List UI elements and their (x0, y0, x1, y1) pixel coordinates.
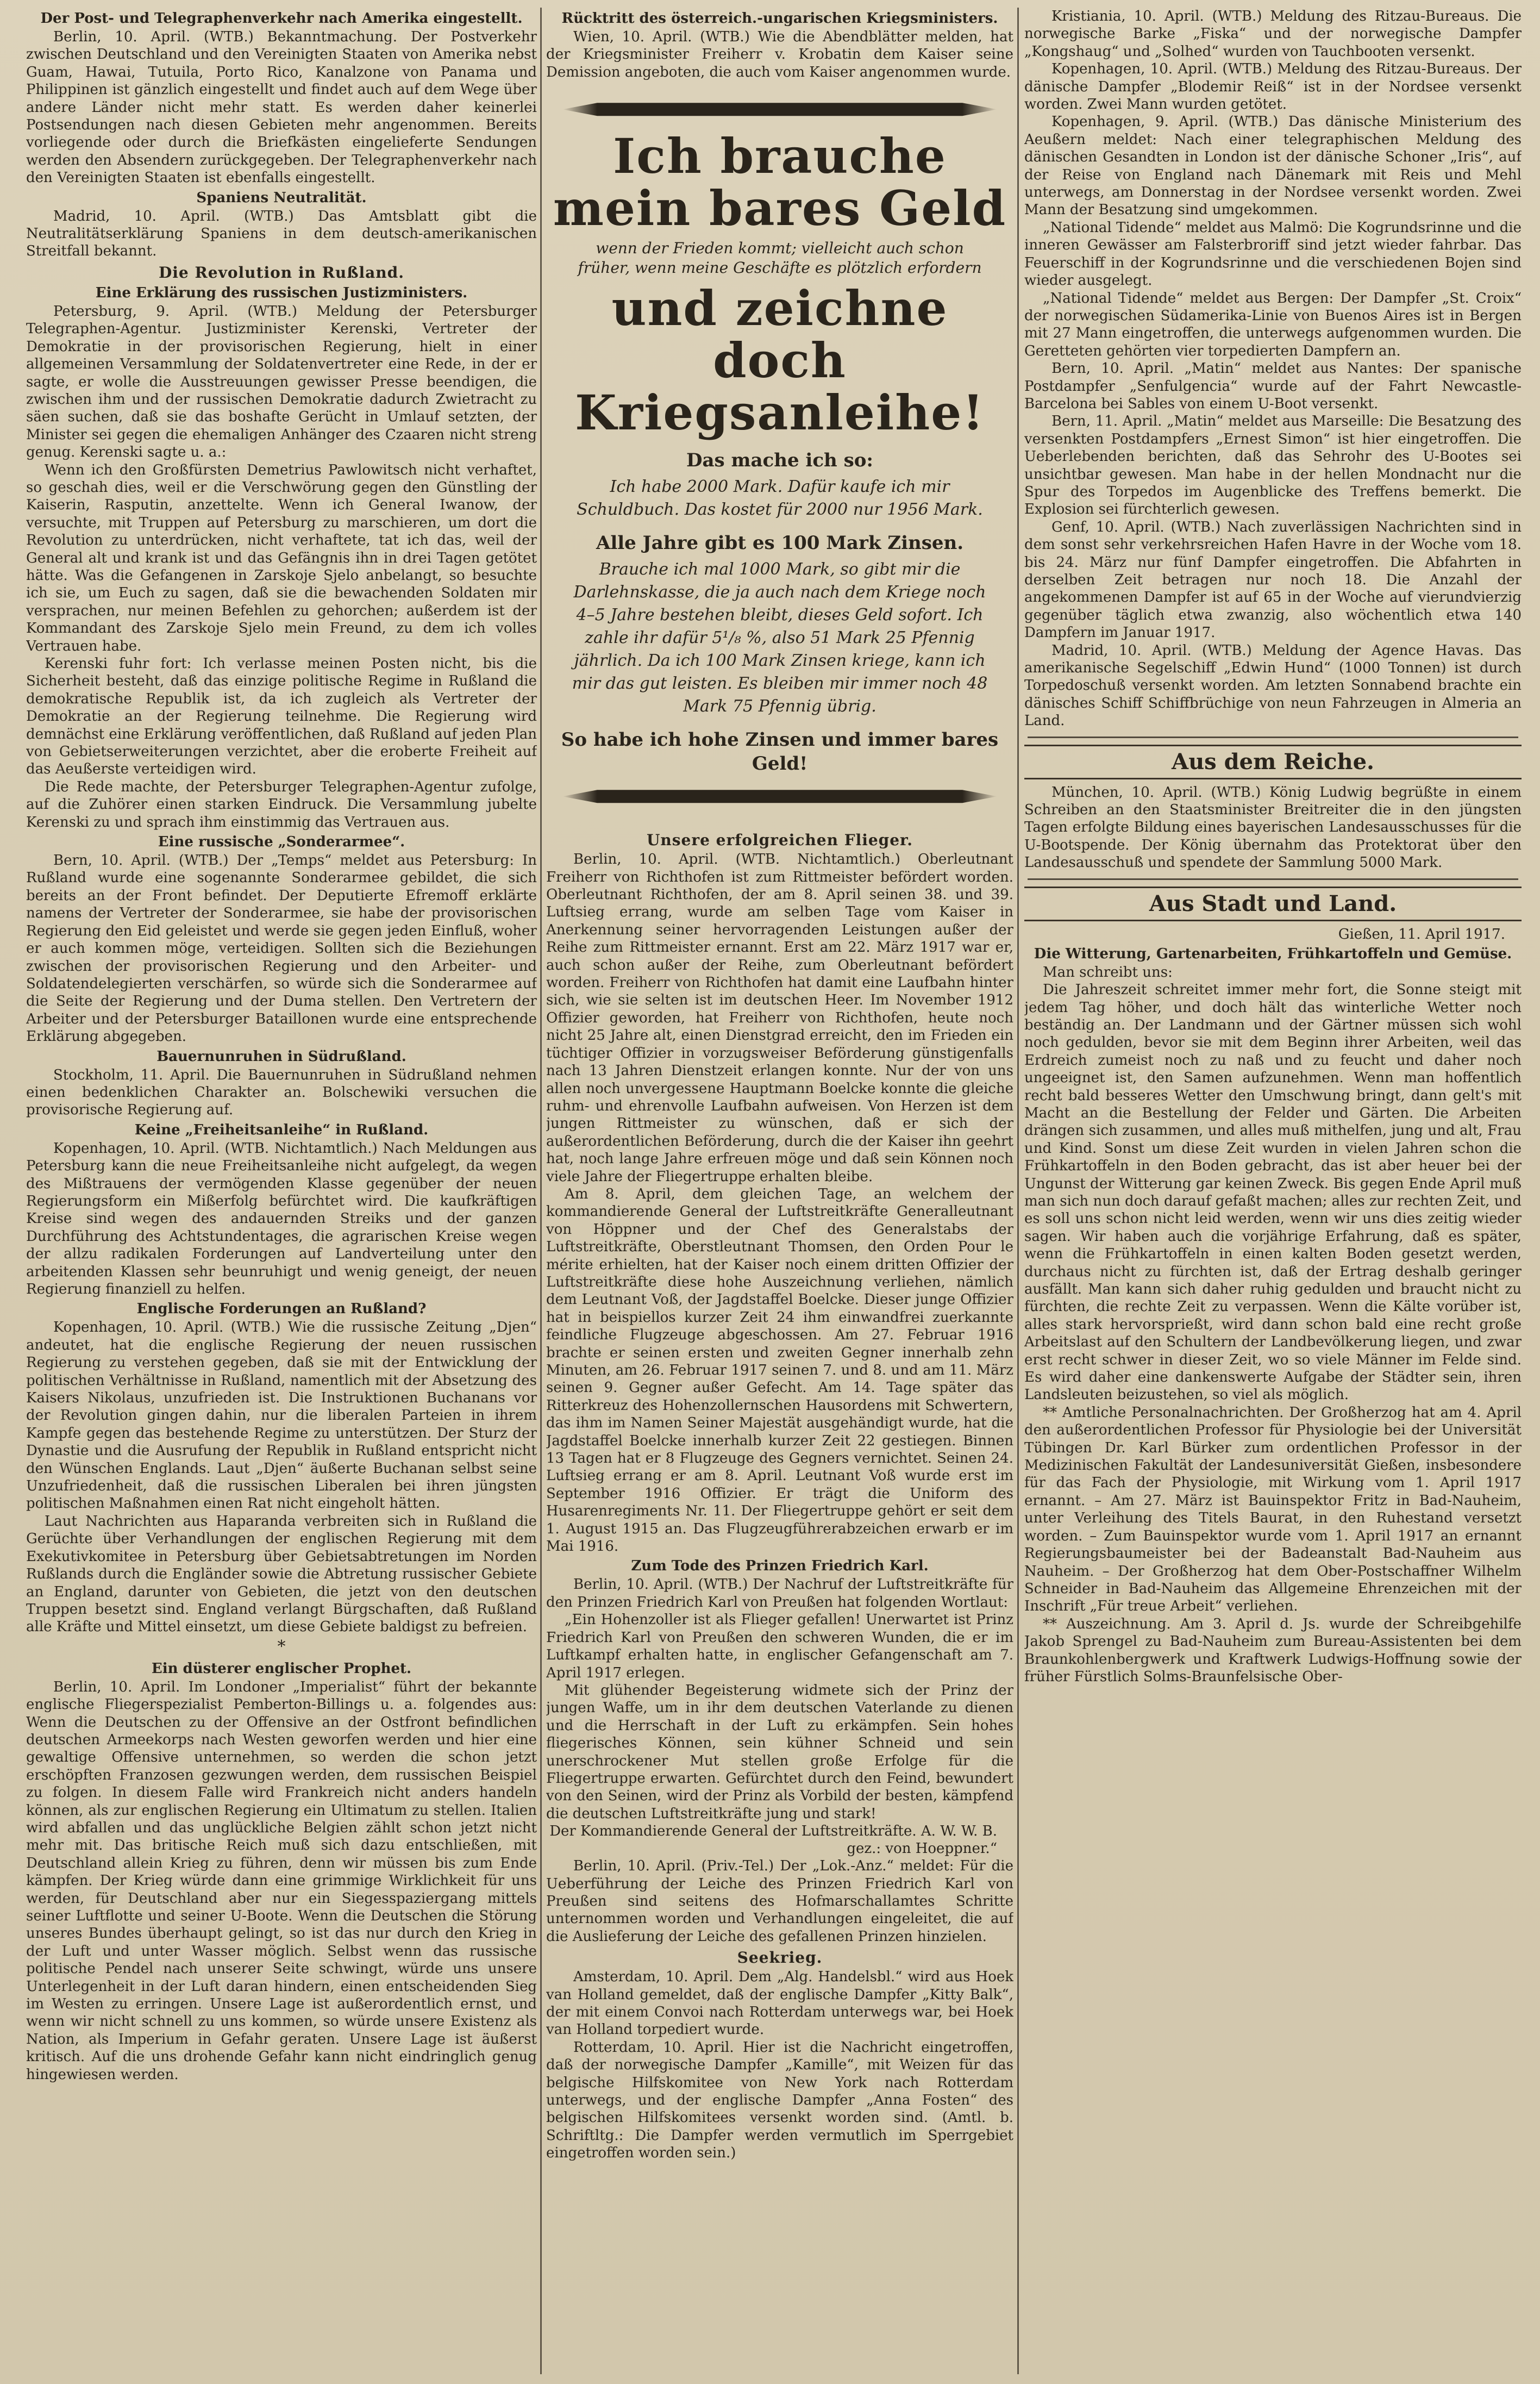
ad-heading: Das mache ich so: (686, 450, 873, 472)
article-title: Die Revolution in Rußland. (159, 263, 404, 282)
article-text: Berlin, 10. April. Im Londoner „Imperialist“ führt der bekannte englische Fliegerspezialist Pemberton-Billings u. a. folgendes aus: Wenn die Deutschen zu der Offensive an der Ostfront befindlichen deutschen Armeekorps nach Westen geworfen werden und hier eine gewaltige Offensive unternehmen, so werden die schon jetzt erschöpften Franzosen gezwungen werden, dem russischen Beispiel zu folgen. In diesem Falle wird Frankreich nicht anders handeln können, als zur englischen Regierung ein Ultimatum zu stellen. Italien wird abfallen und das unglückliche Belgien zählt schon jetzt nicht mehr mit. Das britische Reich muß sich dazu entschließen, mit Deutschland allein Krieg zu führen, denn wir müssen bis zum Ende kämpfen. Der Krieg würde dann eine grimmige Wirklichkeit für uns werden, für Deutschland aber nur ein Siegesspaziergang mittels seiner Luftflotte und seiner U-Boote. Wenn die Deutschen die Störung unseres Bundes überhaupt gelingt, so ist das nur durch den Krieg in der Luft und unter Wasser möglich. Selbst wenn das russische politische Pendel nach unserer Seite schwingt, würde uns unsere Unterlegenheit in der Luft daran hindern, einen entscheidenden Sieg im Westen zu erringen. Unsere Lage ist außerordentlich ernst, und wenn wir nicht schnell zu uns kommen, so würde unsere Existenz als Nation, als Imperium in Gefahr geraten. Unsere Lage ist äußerst kritisch. Auf die uns drohende Gefahr kann nicht eindringlich genug hingewiesen werden. (26, 1678, 537, 2083)
ad-heading: Alle Jahre gibt es 100 Mark Zinsen. (596, 532, 964, 554)
article-text: „National Tidende“ meldet aus Bergen: Der Dampfer „St. Croix“ der norwegischen Südamerika-Linie von Buenos Aires ist in Bergen mit 27 Mann eingetroffen, die unterwegs aufgenommen wurden. Die Geretteten gehörten vier torpedierten Dampfern an. (1024, 290, 1522, 359)
article-text: Kerenski fuhr fort: Ich verlasse meinen Posten nicht, bis die Sicherheit besteht, daß das einzige politische Regime in Rußland die demokratische Republik ist, da ich zugleich als Vertreter der Demokratie an der Regierung teilnehme. Die Regierung wird demnächst eine Erklärung veröffentlichen, daß Rußland auf jeden Plan von Gebietserweiterungen verzichtet, aber die eroberte Freiheit auf das Aeußerste verteidigen wird. (26, 656, 537, 778)
article-title: Rücktritt des österreich.-ungarischen Kriegsministers. (561, 10, 998, 27)
column-left (26, 8, 537, 2374)
article-text: Berlin, 10. April. (WTB. Nichtamtlich.) Oberleutnant Freiherr von Richthofen ist zum Rittmeister befördert worden. Oberleutnant Richthofen, der am 8. April seinen 38. und 39. Luftsieg errang, wurde am selben Tage vom Kaiser in Anerkennung seiner hervorragenden Leistungen außer der Reihe zum Rittmeister ernannt. Erst am 22. März 1917 war er, auch schon außer der Reihe, zum Oberleutnant befördert worden. Freiherr von Richthofen hat damit eine Laufbahn hinter sich, wie sie selten ist im deutschen Heer. Im November 1912 Offizier geworden, hat Freiherr von Richthofen, heute noch nicht 25 Jahre alt, einen Dienstgrad erreicht, den im Frieden ein tüchtiger Offizier in vorzugsweiser Beförderung günstigenfalls nach 13 Jahren Dienstzeit erlangen konnte. Nur der von uns allen noch unvergessene Hauptmann Boelcke konnte die gleiche ruhm- und ehrenvolle Laufbahn aufweisen. Von Herzen ist dem jungen Rittmeister zu wünschen, daß er sich der außerordentlichen Beförderung, durch die der Kaiser ihn geehrt hat, noch lange Jahre erfreuen möge und daß sein Können noch viele Jahre der Fliegertruppe erhalten bleibe. (546, 851, 1013, 1185)
ornament-band (562, 98, 997, 120)
article-title: Spaniens Neutralität. (196, 189, 367, 206)
article-text: München, 10. April. (WTB.) König Ludwig begrüßte in einem Schreiben an den Staatsminister Breitreiter die in den jüngsten Tagen erfolgte Bildung eines bayerischen Landesausschusses für die U-Bootspende. Der König übernahm das Protektorat über den Landesausschuß und spendete der Sammlung 5000 Mark. (1024, 784, 1522, 871)
article-text: Bern, 10. April. „Matin“ meldet aus Nantes: Der spanische Postdampfer „Senfulgencia“ wurde auf der Fahrt Newcastle-Barcelona bei Sables von einem U-Boot versenkt. (1024, 360, 1522, 412)
section-divider (1028, 737, 1518, 738)
ad-text: Ich habe 2000 Mark. Dafür kaufe ich mir Schuldbuch. Das kostet für 2000 nur 1956 Mark. (577, 477, 983, 520)
article-title: Unsere erfolgreichen Flieger. (647, 831, 913, 850)
article-text: Bern, 10. April. (WTB.) Der „Temps“ meldet aus Petersburg: In Rußland wurde eine sogenannte Sonderarmee gebildet, die sich bereits an der Front befindet. Der Deputierte Efremoff erklärte namens der Vertreter der Sonderarmee, sie habe der provisorischen Regierung den Eid geleistet und werde sie gegen jeden Einfluß, woher er auch kommen möge, verteidigen. Sollten sich die Beziehungen zwischen der provisorischen Regierung und den Arbeiter- und Soldatendelegierten verschärfen, so würde sich die Sonderarmee auf die Seite der Regierung und der Duma stellen. Den Vertretern der Arbeiter und der Petersburger Bataillonen wurde eine entsprechende Erklärung abgegeben. (26, 852, 537, 1045)
article-text: Mit glühender Begeisterung widmete sich der Prinz der jungen Waffe, um in ihr dem deutschen Vaterlande zu dienen und die Herrschaft in der Luft zu erkämpfen. Sein hohes fliegerisches Können, sein kühner Schneid und sein unerschrockener Mut stellen große Erfolge für die Fliegertruppe erwarten. Gefürchtet durch den Feind, bewundert von den Seinen, wird der Prinz als Vorbild der besten, kämpfend die deutschen Luftstreitkräfte jung und stark! (546, 1682, 1013, 1822)
article-title: Der Post- und Telegraphenverkehr nach Amerika eingestellt. (40, 10, 523, 27)
article-subtitle: Die Witterung, Gartenarbeiten, Frühkartoffeln und Gemüse. (1034, 945, 1512, 962)
article-text: „National Tidende“ meldet aus Malmö: Die Kogrundsrinne und die inneren Gewässer am Falsterbroriff sind jetzt wieder fahrbar. Das Feuerschiff in der Kogrundsrinne und die verschiedenen Bojen sind wieder ausgelegt. (1024, 219, 1522, 289)
article-text: Die Jahreszeit schreitet immer mehr fort, die Sonne steigt mit jedem Tag höher, und doch hält das winterliche Wetter noch beständig an. Der Landmann und der Gärtner müssen sich wohl noch gedulden, bevor sie mit dem Beginn ihrer Arbeiten, weil das Erdreich zumeist noch zu naß und zu feucht und daher noch ungeeignet ist, den Samen aufzunehmen. Wenn man hoffentlich recht bald besseres Wetter den Umschwung bringt, dann gelt's mit Macht an die Bestellung der Felder und Gärten. Die Arbeiten drängen sich zusammen, und alles muß mithelfen, jung und alt, Frau und Kind. Sonst um diese Zeit wurden in vielen Jahren schon die Frühkartoffeln in den Boden gebracht, das ist aber heuer bei der Ungunst der Witterung gar keinen Zweck. Bis gegen Ende April muß man sich nun doch darauf gefaßt machen; alles zur rechten Zeit, und es soll uns schon nicht leid werden, wenn wir uns dies zeitig wieder sagen. Wir haben auch die vorjährige Erfahrung, daß es später, wenn die Frühkartoffeln in einen kalten Boden gesetzt werden, durchaus nicht zu fürchten ist, daß der Ertrag deshalb geringer ausfällt. Man kann sich daher ruhig gedulden und braucht nicht zu fürchten, die rechte Zeit zu verpassen. Wenn die Kälte vorüber ist, alles stark hervorsprießt, wird dann schon bald eine recht große Arbeitslast auf den Schultern der Landbevölkerung liegen, und zwar erst recht schwer in dieser Zeit, wo so viele Männer im Felde sind. Es wird daher eine dankenswerte Aufgabe der Städter sein, ihren Landsleuten beizustehen, so viel als möglich. (1024, 982, 1522, 1403)
ad-closing: So habe ich hohe Zinsen und immer bares Geld! (561, 729, 999, 775)
column-rule (1017, 8, 1019, 2374)
article-text: Kopenhagen, 10. April. (WTB. Nichtamtlich.) Nach Meldungen aus Petersburg kann die neue Freiheitsanleihe nicht aufgelegt, da wegen des Mißtrauens der vermögenden Klasse gegenüber der neuen Regierungsform ein Mißerfolg befürchtet wird. Die kaufkräftigen Kreise sind wegen des andauernden Streiks und der ganzen Durchführung des Achtstundentages, die agrarischen Kreise wegen der allzu radikalen Forderungen auf Landverteilung unter den arbeitenden Klassen sehr beunruhigt und wenig geneigt, der neuen Regierung finanziell zu helfen. (26, 1140, 537, 1297)
section-title: Aus Stadt und Land. (1024, 887, 1522, 921)
article-signature: Der Kommandierende General der Luftstreitkräfte. A. W. W. B. gez.: von Hoeppner.“ (549, 1823, 997, 1857)
article-subtitle: Eine Erklärung des russischen Justizministers. (95, 284, 468, 301)
dateline: Gießen, 11. April 1917. (1338, 926, 1505, 943)
article-title: Seekrieg. (737, 1949, 823, 1967)
ornament-band (562, 785, 997, 807)
article-text: Madrid, 10. April. (WTB.) Das Amtsblatt gibt die Neutralitätserklärung Spaniens in dem deutsch-amerikanischen Streitfall bekannt. (26, 208, 537, 260)
column-rule (540, 8, 542, 2374)
article-text: Am 8. April, dem gleichen Tage, an welchem der kommandierende General der Luftstreitkräfte Generalleutnant von Höppner und der Chef des Generalstabs der Luftstreitkräfte, Oberstleutnant Thomsen, den Orden Pour le mérite erhielten, hat der Kaiser noch einem dritten Offizier der Luftstreitkräfte diese hohe Auszeichnung verliehen, nämlich dem Leutnant Voß, der Jagdstaffel Boelcke. Dieser junge Offizier hat in beispiellos kurzer Zeit 24 ihm einwandfrei zuerkannte feindliche Flugzeuge abgeschossen. Am 27. Februar 1916 brachte er seinen ersten und zweiten Gegner innerhalb zehn Minuten, am 26. Februar 1917 seinen 7. und 8. und am 11. März seinen 9. Gegner außer Gefecht. Am 14. Tage später das Ritterkreuz des Hohenzollernschen Hausordens mit Schwertern, das ihm im Namen Seiner Majestät ausgehändigt wurde, hat die Jagdstaffel Boelcke innerhalb kurzer Zeit 22 gestiegen. Binnen 13 Tagen hat er 8 Flugzeuge des Gegners vernichtet. Seinen 24. Luftsieg errang er am 8. April. Leutnant Voß wurde erst im September 1916 Offizier. Er trägt die Uniform des Husarenregiments Nr. 11. Der Fliegertruppe gehört er seit dem 1. August 1915 an. Das Flugzeugführerabzeichen erwarb er im Mai 1916. (546, 1185, 1013, 1555)
article-text: Berlin, 10. April. (Priv.-Tel.) Der „Lok.-Anz.“ meldet: Für die Ueberführung der Leiche des Prinzen Friedrich Karl von Preußen sind seitens des Hofmarschallamtes Schritte unternommen worden und Verhandlungen eingeleitet, die auf die Auslieferung der Leiche des gefallenen Prinzen hinzielen. (546, 1858, 1013, 1945)
section-title: Aus dem Reiche. (1024, 745, 1522, 779)
article-title: Englische Forderungen an Rußland? (136, 1301, 427, 1318)
article-text: „Ein Hohenzoller ist als Flieger gefallen! Unerwartet ist Prinz Friedrich Karl von Preußen den schweren Wunden, die er im Luftkampf erhalten hatte, in englischer Gefangenschaft am 7. April 1917 erlegen. (546, 1612, 1013, 1681)
column-middle (546, 8, 1013, 2374)
ad-headline: Ich brauche mein bares Geld (553, 128, 1007, 237)
article-text: Wenn ich den Großfürsten Demetrius Pawlowitsch nicht verhaftet, so geschah dies, weil er die Verschwörung gegen den Günstling der Kaiserin, Rasputin, anzettelte. Wenn ich General Iwanow, der versuchte, mit Truppen auf Petersburg zu marschieren, um dort die Revolution zu unterdrücken, nicht verhaftete, tat ich das, weil der General alt und krank ist und das Gefängnis ihn in drei Tagen getötet hätte. Was die Gefangenen in Zarskoje Sjelo anbelangt, so besuchte ich sie, um Euch zu sagen, daß sie die bewachenden Soldaten mir versprachen, nur meinen Befehlen zu gehorchen; außerdem ist der Kommandant des Zarskoje Sjelo mein Freund, zu dem ich volles Vertrauen habe. (26, 461, 537, 654)
article-text: Kopenhagen, 10. April. (WTB.) Wie die russische Zeitung „Djen“ andeutet, hat die englische Regierung der neuen russischen Regierung zu verstehen gegeben, daß sie mit der Entwicklung der politischen Verhältnisse in Rußland, namentlich mit der Absetzung des Kaisers Nikolaus, unzufrieden ist. Die Instruktionen Buchanans vor der Revolution gingen dahin, nur die liberalen Parteien in ihrem Kampfe gegen das bestehende Regime zu unterstützen. Der Sturz der Dynastie und die Ausrufung der Republik in Rußland entspricht nicht den Wünschen Englands. Laut „Djen“ äußerte Buchanan selbst seine Unzufriedenheit, daß die russischen Liberalen bei ihren jüngsten politischen Maßnahmen einen Rat nicht eingeholt hätten. (26, 1319, 537, 1512)
column-right (1024, 8, 1522, 2374)
article-text: Madrid, 10. April. (WTB.) Meldung der Agence Havas. Das amerikanische Segelschiff „Edwin Hund“ (1000 Tonnen) ist durch Torpedoschuß versenkt worden. Am letzten Sonnabend brachte ein dänisches Schiff Schiffbrüchige von neun Fahrzeugen in Almeria an Land. (1024, 642, 1522, 729)
article-text: Rotterdam, 10. April. Hier ist die Nachricht eingetroffen, daß der norwegische Dampfer „Kamille“, mit Weizen für das belgische Hilfskomitee von New York nach Rotterdam unterwegs, und der englische Dampfer „Anna Fosten“ des belgischen Hilfskomitees versenkt worden sind. (Amtl. b. Schriftltg.: Die Dampfer werden vermutlich im Sperrgebiet eingetroffen worden sein.) (546, 2039, 1013, 2162)
article-title: Ein düsterer englischer Prophet. (151, 1660, 412, 1677)
article-text: Berlin, 10. April. (WTB.) Bekanntmachung. Der Postverkehr zwischen Deutschland und den Vereinigten Staaten von Amerika nebst Guam, Hawai, Tutuila, Porto Rico, Kanalzone von Panama und Philippinen ist gänzlich eingestellt und findet auch auf dem Wege über andere Länder nicht mehr statt. Es werden daher keinerlei Postsendungen nach diesen Gebieten mehr angenommen. Bereits vorliegende oder durch die Briefkästen eingelieferte Sendungen werden den Absendern zurückgegeben. Der Telegraphenverkehr nach den Vereinigten Staaten ist ebenfalls eingestellt. (26, 29, 537, 186)
article-text: Stockholm, 11. April. Die Bauernunruhen in Südrußland nehmen einen bedenklichen Charakter an. Bolschewiki versuchen die provisorische Regierung auf. (26, 1066, 537, 1119)
war-loan-advertisement (546, 81, 1013, 828)
article-text: Amsterdam, 10. April. Dem „Alg. Handelsbl.“ wird aus Hoek van Holland gemeldet, daß der englische Dampfer „Kitty Balk“, der mit einem Convoi nach Rotterdam unterwegs war, bei Hoek van Holland torpediert wurde. (546, 1969, 1013, 2038)
article-text: Die Rede machte, der Petersburger Telegraphen-Agentur zufolge, auf die Zuhörer einen starken Eindruck. Die Versammlung jubelte Kerenski zu und sprach ihm einstimmig das Vertrauen aus. (26, 778, 537, 831)
article-title: Keine „Freiheitsanleihe“ in Rußland. (134, 1121, 429, 1138)
article-text: Kristiania, 10. April. (WTB.) Meldung des Ritzau-Bureaus. Die norwegische Barke „Fiska“ und der norwegische Dampfer „Kongshaug“ und „Solhed“ wurden von Tauchbooten versenkt. (1024, 8, 1522, 60)
article-text: Kopenhagen, 9. April. (WTB.) Das dänische Ministerium des Aeußern meldet: Nach einer telegraphischen Meldung des dänischen Gesandten in London ist der dänische Schoner „Iris“, auf der Reise von England nach Dänemark mit Reis und Mehl unterwegs, am Donnerstag in der Nordsee versenkt worden. Zwei Mann der Besatzung sind umgekommen. (1024, 114, 1522, 219)
article-text: Laut Nachrichten aus Haparanda verbreiten sich in Rußland die Gerüchte über Verhandlungen der englischen Regierung mit dem Exekutivkomitee in Petersburg über Gebietsabtretungen im Norden Rußlands durch die Engländer sowie die Abtretung russischer Gebiete an England, darunter von Gebieten, die jetzt von den deutschen Truppen besetzt sind. England verlangt Bürgschaften, daß Rußland alle Kräfte und Mittel einsetzt, um diese Gebiete baldigst zu befreien. (26, 1513, 537, 1636)
article-text: Genf, 10. April. (WTB.) Nach zuverlässigen Nachrichten sind in dem sonst sehr verkehrsreichen Hafen Havre in der Woche vom 18. bis 24. März nur fünf Dampfer eingetroffen. Die Abfahrten in derselben Zeit betragen nur noch 18. Die Anzahl der angekommenen Dampfer ist auf 65 in der Woche auf vierundvierzig gegenüber täglich etwa zwanzig, also wöchentlich etwa 140 Dampfern im Januar 1917. (1024, 519, 1522, 641)
article-text: Wien, 10. April. (WTB.) Wie die Abendblätter melden, hat der Kriegsminister Freiherr v. Krobatin dem Kaiser seine Demission angeboten, die auch vom Kaiser angenommen wurde. (546, 29, 1013, 80)
ad-text: Brauche ich mal 1000 Mark, so gibt mir die Darlehnskasse, die ja auch nach dem Kriege noch 4–5 Jahre bestehen bleibt, dieses Geld sofort. Ich zahle ihr dafür 5¹/₈ %, also 51 Mark 25 Pfennig jährlich. Da ich 100 Mark Zinsen kriege, kann ich mir das gut leisten. Es bleiben mir immer noch 48 Mark 75 Pfennig übrig. (572, 560, 988, 716)
ad-headline: und zeichne doch Kriegsanleihe! (575, 280, 985, 441)
article-title: Eine russische „Sonderarmee“. (158, 834, 405, 851)
article-text: Man schreibt uns: (1043, 964, 1173, 981)
asterisk-divider: * (277, 1637, 286, 1656)
section-divider (1028, 878, 1518, 880)
article-text: Bern, 11. April. „Matin“ meldet aus Marseille: Die Besatzung des versenkten Postdampfers „Ernest Simon“ ist hier eingetroffen. Die Ueberlebenden berichten, daß das Sehrohr des U-Bootes sei unsichtbar gewesen. Man habe in der hellen Mondnacht nur die Spur des Torpedos im Augenblicke des Treffens bemerkt. Die Explosion sei fürchterlich gewesen. (1024, 413, 1522, 518)
article-text: ** Amtliche Personalnachrichten. Der Großherzog hat am 4. April den außerordentlichen Professor für Physiologie bei der Universität Tübingen Dr. Karl Bürker zum ordentlichen Professor in der Medizinischen Fakultät der Landesuniversität Gießen, insbesondere für das Fach der Physiologie, mit Wirkung vom 1. April 1917 ernannt. – Am 27. März ist Bauinspektor Fritz in Bad-Nauheim, unter Verleihung des Titels Baurat, in den Ruhestand versetzt worden. – Zum Bauinspektor wurde vom 1. April 1917 an ernannt Regierungsbaumeister bei der Badeanstalt Bad-Nauheim aus Nauheim. – Der Großherzog hat dem Ober-Postschaffner Wilhelm Schneider in Bad-Nauheim das Allgemeine Ehrenzeichen mit der Inschrift „Für treue Arbeit“ verliehen. (1024, 1404, 1522, 1615)
article-text: ** Auszeichnung. Am 3. April d. Js. wurde der Schreibgehilfe Jakob Sprengel zu Bad-Nauheim zum Bureau-Assistenten bei dem Braunkohlenbergwerk und Kraftwerk Ludwigs-Hoffnung sowie der früher Fürstlich Solms-Braunfelsische Ober- (1024, 1615, 1522, 1685)
ad-subline: wenn der Frieden kommt; vielleicht auch schon früher, wenn meine Geschäfte es plötzlich erfordern (578, 239, 982, 277)
article-title: Zum Tode des Prinzen Friedrich Karl. (631, 1558, 929, 1575)
article-title: Bauernunruhen in Südrußland. (156, 1048, 406, 1065)
article-text: Petersburg, 9. April. (WTB.) Meldung der Petersburger Telegraphen-Agentur. Justizminister Kerenski, Vertreter der Demokratie in der provisorischen Regierung, hielt in einer allgemeinen Versammlung der Soldatenvertreter eine Rede, in der er sagte, er wolle die Ausstreuungen gewisser Presse beendigen, die zwischen ihm und der russischen Demokratie dadurch Zwietracht zu säen suchen, daß sie das boshafte Gerücht in Umlauf setzten, der Minister sei gegen die ehemaligen Anhänger des Czaaren nicht streng genug. Kerenski sagte u. a.: (26, 303, 537, 461)
article-text: Berlin, 10. April. (WTB.) Der Nachruf der Luftstreitkräfte für den Prinzen Friedrich Karl von Preußen hat folgenden Wortlaut: (546, 1576, 1013, 1611)
article-text: Kopenhagen, 10. April. (WTB.) Meldung des Ritzau-Bureaus. Der dänische Dampfer „Blodemir Reiß“ ist in der Nordsee versenkt worden. Zwei Mann wurden getötet. (1024, 61, 1522, 113)
